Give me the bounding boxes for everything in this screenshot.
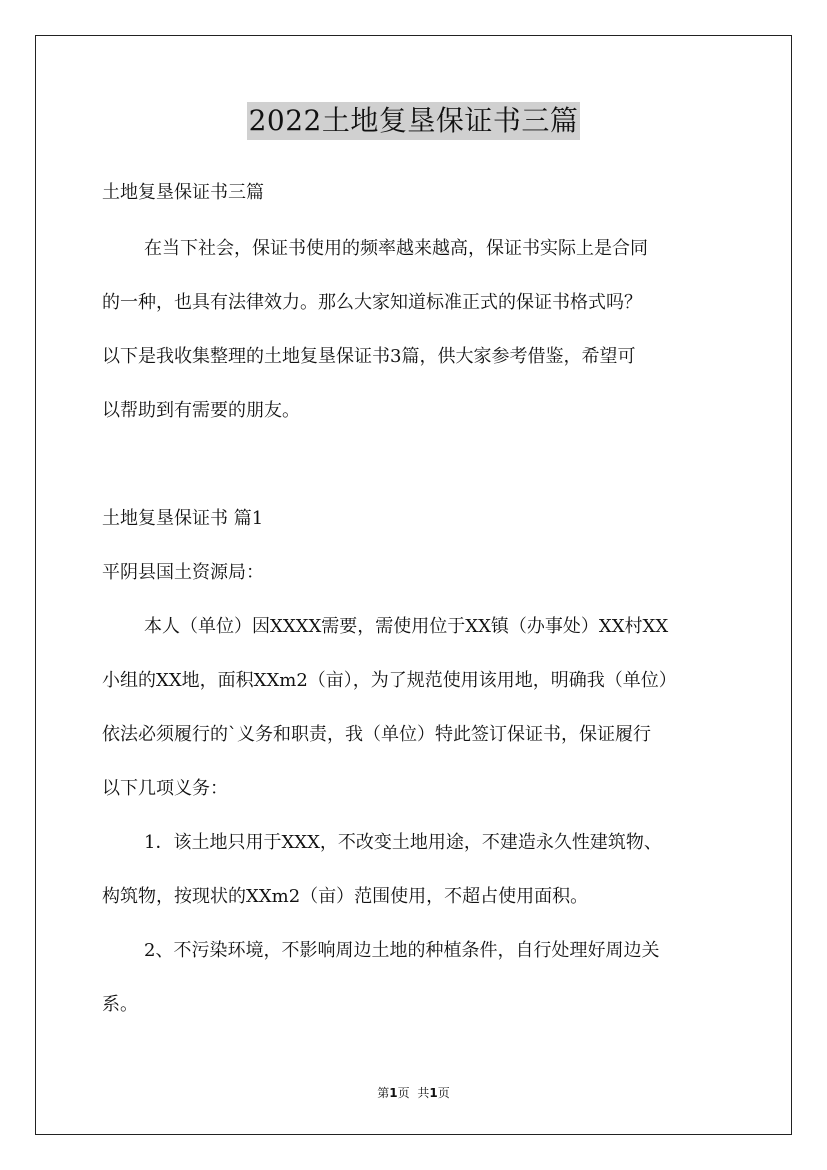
obligation-item-line: 1．该土地只用于XXX，不改变土地用途，不建造永久性建筑物、 — [144, 832, 662, 853]
intro-paragraph-line: 以帮助到有需要的朋友。 — [102, 400, 300, 421]
footer-total-suffix: 页 — [437, 1086, 450, 1100]
document-title: 2022土地复垦保证书三篇 — [247, 102, 581, 140]
intro-paragraph-line: 的一种，也具有法律效力。那么大家知道标准正式的保证书格式吗？ — [102, 292, 642, 313]
body-paragraph-line: 小组的XX地，面积XXm2（亩），为了规范使用该用地，明确我（单位） — [102, 670, 677, 691]
body-paragraph-line: 以下几项义务： — [102, 778, 228, 799]
recipient-line: 平阴县国土资源局： — [102, 562, 264, 583]
article-heading: 土地复垦保证书 篇1 — [102, 508, 264, 529]
footer-page-current: 1 — [389, 1086, 398, 1100]
intro-paragraph-line: 以下是我收集整理的土地复垦保证书3篇，供大家参考借鉴，希望可 — [102, 346, 636, 367]
obligation-item-line: 系。 — [102, 994, 138, 1015]
footer-page-prefix: 第 — [377, 1086, 390, 1100]
obligation-item-line: 构筑物，按现状的XXm2（亩）范围使用，不超占使用面积。 — [102, 886, 589, 907]
title-container — [0, 102, 827, 140]
section-heading: 土地复垦保证书三篇 — [102, 182, 264, 203]
body-paragraph-line: 依法必须履行的`义务和职责，我（单位）特此签订保证书，保证履行 — [102, 724, 651, 745]
footer-page-total: 1 — [429, 1086, 438, 1100]
obligation-item-line: 2、不污染环境，不影响周边土地的种植条件，自行处理好周边关 — [144, 940, 660, 961]
footer-total-prefix: 共 — [417, 1086, 430, 1100]
page-footer — [0, 1085, 827, 1101]
intro-paragraph-line: 在当下社会，保证书使用的频率越来越高，保证书实际上是合同 — [144, 238, 648, 259]
footer-page-suffix: 页 — [397, 1086, 410, 1100]
body-paragraph-line: 本人（单位）因XXXX需要，需使用位于XX镇（办事处）XX村XX — [144, 616, 669, 637]
